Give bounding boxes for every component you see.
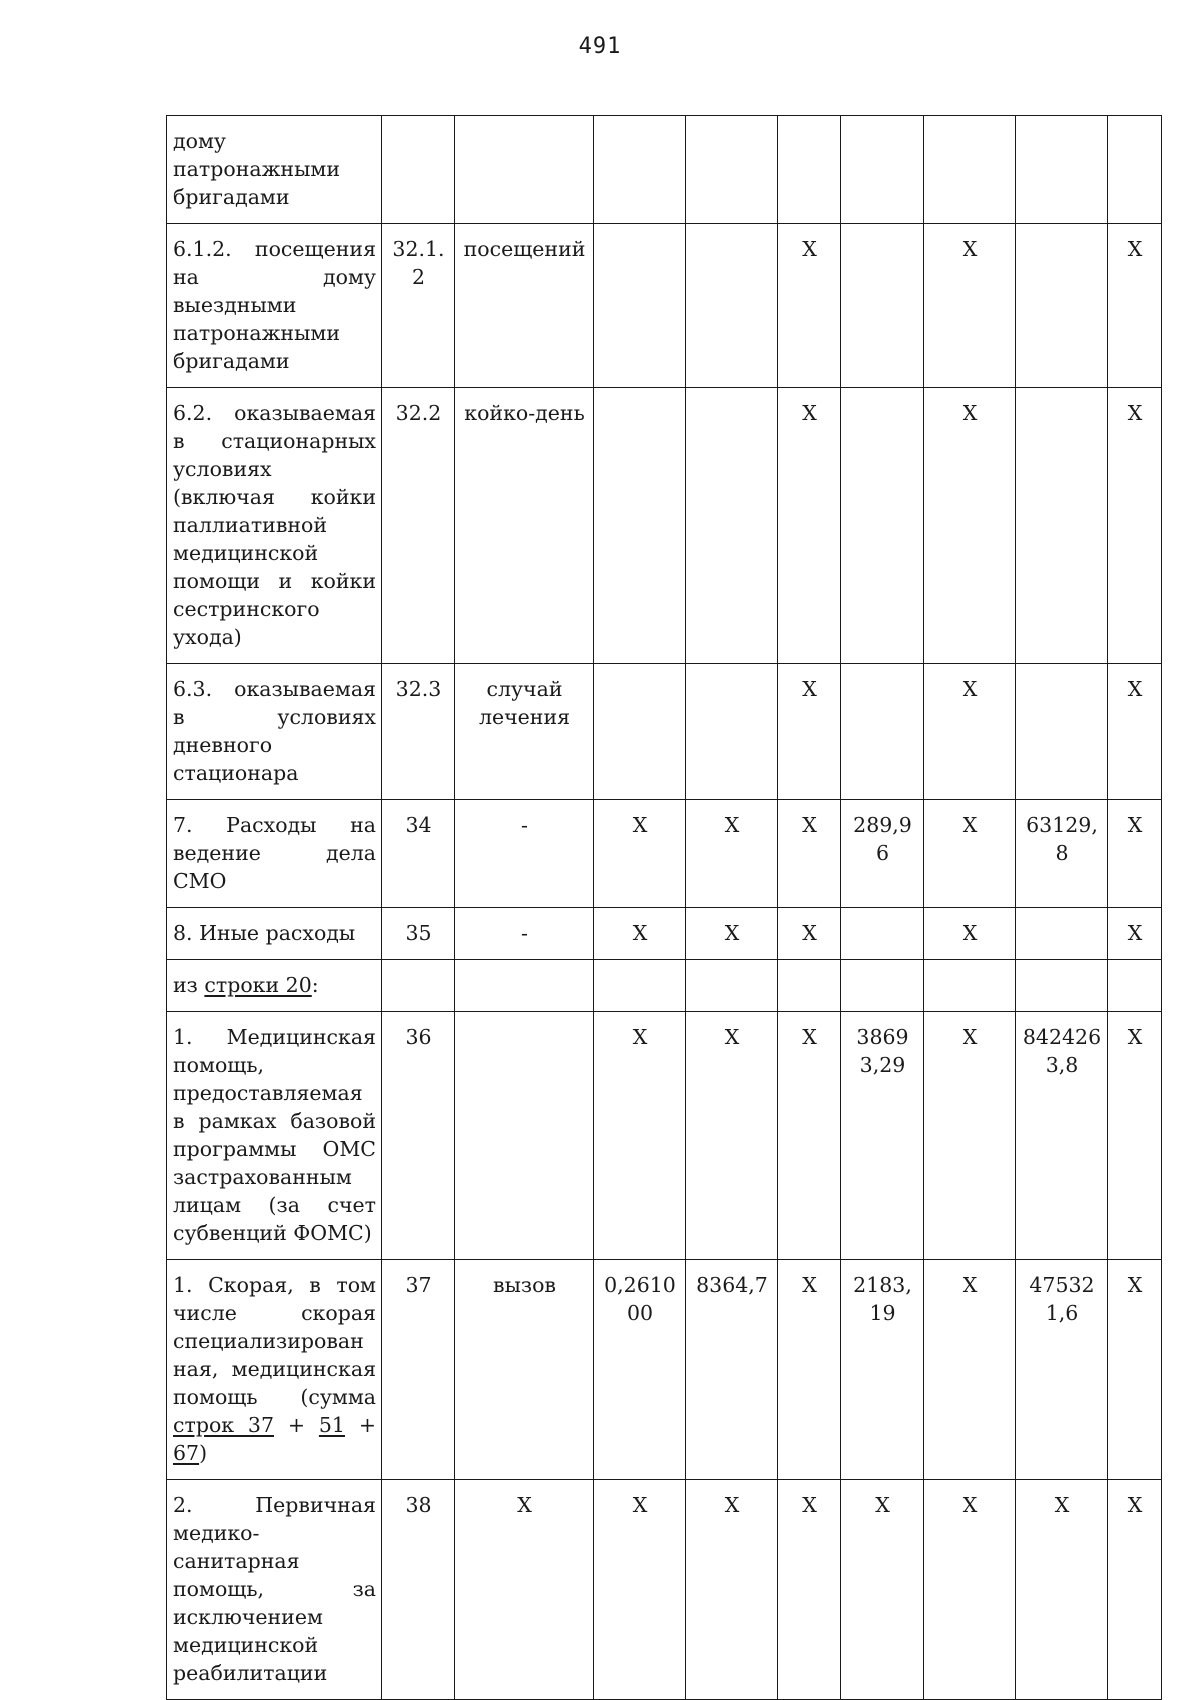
table-cell xyxy=(686,960,778,1012)
table-cell: X xyxy=(1108,388,1162,664)
row-line-number xyxy=(382,116,455,224)
table-cell: 2183,19 xyxy=(841,1260,924,1480)
table-row xyxy=(167,800,1162,908)
table-cell: X xyxy=(924,908,1016,960)
table-cell: X xyxy=(778,224,841,388)
table-cell xyxy=(594,224,686,388)
row-line-number: 32.3 xyxy=(382,664,455,800)
table-row xyxy=(167,1012,1162,1260)
row-name-text: ) xyxy=(199,1441,208,1465)
row-unit: X xyxy=(455,1480,594,1700)
table-cell xyxy=(1016,116,1108,224)
table-cell: X xyxy=(778,388,841,664)
table-cell: 8424263,8 xyxy=(1016,1012,1108,1260)
table-cell: X xyxy=(1108,800,1162,908)
row-name xyxy=(167,960,382,1012)
row-unit: случай лечения xyxy=(455,664,594,800)
table-cell: X xyxy=(924,1012,1016,1260)
table-cell: X xyxy=(686,1012,778,1260)
row-name: 6.2. оказываемая в стационарных условиях (включая койки паллиативной медицинской помощи и койки сестринского ухода) xyxy=(167,388,382,664)
row-name: 6.1.2. посещения на дому выездными патронажными бригадами xyxy=(167,224,382,388)
table-cell xyxy=(841,116,924,224)
table-cell xyxy=(924,116,1016,224)
table-cell xyxy=(841,908,924,960)
table-cell: X xyxy=(1108,908,1162,960)
table-cell: X xyxy=(924,1260,1016,1480)
table-cell: X xyxy=(841,1480,924,1700)
row-line-number: 36 xyxy=(382,1012,455,1260)
table-row xyxy=(167,664,1162,800)
row-line-number: 38 xyxy=(382,1480,455,1700)
table-cell xyxy=(841,664,924,800)
table-cell: X xyxy=(1016,1480,1108,1700)
row-unit: вызов xyxy=(455,1260,594,1480)
table-cell: 475321,6 xyxy=(1016,1260,1108,1480)
row-unit: посещений xyxy=(455,224,594,388)
table-cell: X xyxy=(924,388,1016,664)
table-row xyxy=(167,960,1162,1012)
table-cell: X xyxy=(924,224,1016,388)
row-unit: - xyxy=(455,800,594,908)
table-cell xyxy=(594,388,686,664)
table-cell xyxy=(686,224,778,388)
table-cell: X xyxy=(1108,1012,1162,1260)
table-cell: X xyxy=(924,1480,1016,1700)
row-name: 1. Медицинская помощь, предоставляемая в рамках базовой программы ОМС застрахованным лицам (за счет субвенций ФОМС) xyxy=(167,1012,382,1260)
row-line-number: 34 xyxy=(382,800,455,908)
table-cell xyxy=(594,116,686,224)
table-cell xyxy=(841,388,924,664)
table-cell xyxy=(778,116,841,224)
table-cell: X xyxy=(1108,224,1162,388)
row-name: 7. Расходы на ведение дела СМО xyxy=(167,800,382,908)
table-cell: X xyxy=(594,800,686,908)
table-cell xyxy=(594,664,686,800)
table-cell: X xyxy=(778,1480,841,1700)
row-unit xyxy=(455,1012,594,1260)
row-name: 6.3. оказываемая в условиях дневного стационара xyxy=(167,664,382,800)
table-cell: X xyxy=(1108,1260,1162,1480)
table-cell xyxy=(778,960,841,1012)
table-cell: X xyxy=(594,1480,686,1700)
row-name-text: + xyxy=(274,1413,319,1437)
row-name xyxy=(167,1260,382,1480)
row-name: 2. Первичная медико-санитарная помощь, за исключением медицинской реабилитации xyxy=(167,1480,382,1700)
table-row xyxy=(167,908,1162,960)
row-unit: - xyxy=(455,908,594,960)
table-cell: X xyxy=(1108,1480,1162,1700)
table-cell xyxy=(1016,224,1108,388)
table-cell xyxy=(841,224,924,388)
table-cell xyxy=(686,388,778,664)
table-row xyxy=(167,224,1162,388)
row-unit xyxy=(455,116,594,224)
row-reference-link[interactable]: строк 37 xyxy=(173,1413,275,1437)
row-line-number: 35 xyxy=(382,908,455,960)
row-line-number: 37 xyxy=(382,1260,455,1480)
row-reference-link[interactable]: строки 20 xyxy=(204,973,312,997)
table-cell: X xyxy=(1108,664,1162,800)
table-cell: X xyxy=(686,908,778,960)
row-line-number: 32.1.2 xyxy=(382,224,455,388)
table-row xyxy=(167,388,1162,664)
table-cell: 63129,8 xyxy=(1016,800,1108,908)
expenses-table xyxy=(166,115,1162,1700)
row-name-text: 1. Скорая, в том числе скорая специализированная, медицинская помощь (сумма xyxy=(173,1273,376,1409)
row-name: 8. Иные расходы xyxy=(167,908,382,960)
table-cell: 289,96 xyxy=(841,800,924,908)
table-cell xyxy=(1108,960,1162,1012)
row-reference-link[interactable]: 51 xyxy=(318,1413,345,1437)
table-cell xyxy=(686,664,778,800)
table-cell: 38693,29 xyxy=(841,1012,924,1260)
page-number: 491 xyxy=(578,34,622,59)
table-cell: X xyxy=(686,1480,778,1700)
table-cell: X xyxy=(778,1260,841,1480)
table-cell xyxy=(1108,116,1162,224)
table-cell: X xyxy=(778,800,841,908)
row-unit xyxy=(455,960,594,1012)
row-line-number xyxy=(382,960,455,1012)
table-cell xyxy=(1016,664,1108,800)
table-cell xyxy=(686,116,778,224)
table-cell xyxy=(841,960,924,1012)
table-cell xyxy=(1016,388,1108,664)
row-name-text: + xyxy=(344,1413,376,1437)
row-reference-link[interactable]: 67 xyxy=(173,1441,200,1465)
table-cell: X xyxy=(924,664,1016,800)
row-unit: койко-день xyxy=(455,388,594,664)
table-cell: X xyxy=(686,800,778,908)
row-name-text: из xyxy=(173,973,205,997)
table-row xyxy=(167,1480,1162,1700)
table-row xyxy=(167,1260,1162,1480)
table-cell xyxy=(1016,908,1108,960)
table-row xyxy=(167,116,1162,224)
table-cell: X xyxy=(778,664,841,800)
row-name: дому патронажными бригадами xyxy=(167,116,382,224)
table-cell xyxy=(594,960,686,1012)
row-line-number: 32.2 xyxy=(382,388,455,664)
table-cell: X xyxy=(594,908,686,960)
table-cell: X xyxy=(594,1012,686,1260)
table-cell: 0,261000 xyxy=(594,1260,686,1480)
table-cell: X xyxy=(778,908,841,960)
table-cell xyxy=(924,960,1016,1012)
table-cell: X xyxy=(778,1012,841,1260)
row-name-text: : xyxy=(311,973,319,997)
table-cell: 8364,7 xyxy=(686,1260,778,1480)
table-cell: X xyxy=(924,800,1016,908)
table-cell xyxy=(1016,960,1108,1012)
